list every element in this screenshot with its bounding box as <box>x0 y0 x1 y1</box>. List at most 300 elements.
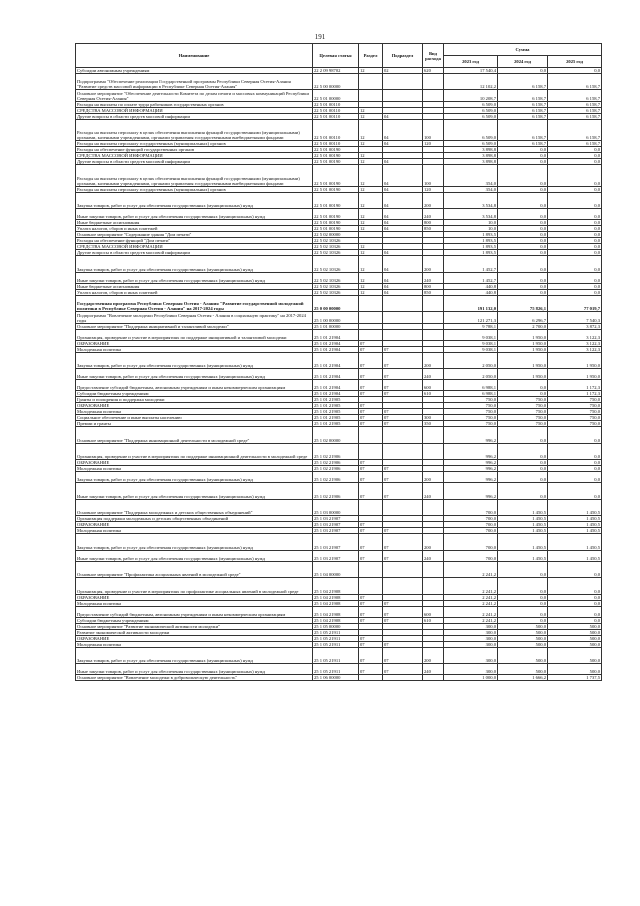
cell-subsection <box>383 295 423 311</box>
cell-2025: 500,0 <box>548 635 602 641</box>
cell-section <box>359 295 383 311</box>
cell-code: 25 1 05 21911 <box>313 629 359 635</box>
cell-section <box>359 578 383 594</box>
cell-vid <box>423 578 444 594</box>
cell-section: 12 <box>359 68 383 74</box>
cell-subsection: 07 <box>383 466 423 472</box>
cell-2024: 750,0 <box>498 409 548 415</box>
cell-code: 25 1 01 21904 <box>313 391 359 397</box>
cell-code: 22 5 02 10326 <box>313 238 359 244</box>
cell-code: 22 5 01 00190 <box>313 159 359 165</box>
cell-vid <box>423 443 444 459</box>
cell-name: Основное мероприятие "Обеспечение деятельности Комитета по делам печати и массовых коммуникаций Республики Северная Осетия-Алания" <box>76 90 313 101</box>
cell-name: Другие вопросы в области средств массовой информации <box>76 250 313 256</box>
cell-subsection <box>383 578 423 594</box>
cell-2023: 9 038,1 <box>444 329 498 340</box>
cell-code: 25 1 05 00000 <box>313 623 359 629</box>
cell-2024: 0,0 <box>498 209 548 220</box>
cell-section: 12 <box>359 272 383 283</box>
cell-2025: 500,0 <box>548 664 602 675</box>
cell-2025: 750,0 <box>548 415 602 421</box>
cell-2025: 1 450,5 <box>548 534 602 550</box>
cell-subsection: 07 <box>383 647 423 663</box>
table-row <box>76 534 602 550</box>
cell-subsection: 07 <box>383 346 423 352</box>
cell-2023: 300,0 <box>444 647 498 663</box>
table-row <box>76 209 602 220</box>
cell-name: Основное мероприятие "Вовлечение молодежи в добровольческую деятельность" <box>76 675 313 681</box>
cell-name: Субсидии автономным учреждениям <box>76 68 313 74</box>
cell-2024: 0,0 <box>498 244 548 250</box>
cell-2024: 0,0 <box>498 226 548 232</box>
cell-section: 07 <box>359 617 383 623</box>
table-row <box>76 578 602 594</box>
cell-name: Иные закупки товаров, работ и услуг для обеспечения государственных (муниципальных) нужд <box>76 550 313 561</box>
cell-section: 07 <box>359 641 383 647</box>
header-section: Раздел <box>359 44 383 68</box>
cell-2024: 1 950,0 <box>498 340 548 346</box>
cell-code: 25 1 01 21905 <box>313 415 359 421</box>
cell-vid <box>423 561 444 577</box>
cell-2025: 6 158,7 <box>548 141 602 147</box>
cell-name: ОБРАЗОВАНИЕ <box>76 635 313 641</box>
cell-code: 22 5 02 10326 <box>313 256 359 272</box>
cell-subsection: 04 <box>383 209 423 220</box>
cell-2025: 0,0 <box>548 617 602 623</box>
cell-section: 12 <box>359 165 383 187</box>
cell-vid: 800 <box>423 283 444 289</box>
cell-2023: 12 102,2 <box>444 74 498 90</box>
cell-2025: 500,0 <box>548 641 602 647</box>
table-row <box>76 312 602 323</box>
cell-2025: 3 122,3 <box>548 329 602 340</box>
cell-2025: 6 158,7 <box>548 113 602 119</box>
cell-2023: 3 534,8 <box>444 192 498 208</box>
cell-vid: 100 <box>423 119 444 141</box>
cell-2025: 1 172,3 <box>548 380 602 391</box>
cell-name: Закупка товаров, работ и услуг для обеспечения государственных (муниципальных) нужд <box>76 352 313 368</box>
cell-2024: 6 296,7 <box>498 312 548 323</box>
cell-code: 25 1 05 21911 <box>313 635 359 641</box>
cell-subsection: 04 <box>383 289 423 295</box>
cell-2024: 0,0 <box>498 472 548 483</box>
cell-section: 07 <box>359 421 383 427</box>
cell-2025: 7 540,3 <box>548 312 602 323</box>
table-row <box>76 369 602 380</box>
cell-section: 12 <box>359 159 383 165</box>
cell-2023: 6 509,0 <box>444 101 498 107</box>
table-row <box>76 499 602 515</box>
table-row <box>76 483 602 499</box>
cell-name: Подпрограмма "Обеспечение реализации Государственной программы Республики Северная Осетия-Алания "Развитие средств массовой информации в Республике Северная Осетия-Алания" <box>76 74 313 90</box>
cell-name: Закупка товаров, работ и услуг для обеспечения государственных (муниципальных) нужд <box>76 534 313 550</box>
cell-2025: 0,0 <box>548 232 602 238</box>
cell-2024: 0,0 <box>498 283 548 289</box>
cell-name: Молодежная политика <box>76 600 313 606</box>
cell-code: 25 1 01 21904 <box>313 329 359 340</box>
cell-code: 22 2 09 98702 <box>313 68 359 74</box>
header-year-2023: 2023 год <box>444 56 498 68</box>
cell-2024: 0,0 <box>498 427 548 443</box>
cell-code: 22 5 02 10326 <box>313 283 359 289</box>
cell-code: 25 1 04 00000 <box>313 561 359 577</box>
cell-vid: 240 <box>423 550 444 561</box>
cell-2025: 0,0 <box>548 226 602 232</box>
budget-table <box>75 43 602 681</box>
cell-name: Основное мероприятие "Поддержка инновационной деятельности в молодежной среде" <box>76 427 313 443</box>
cell-name: Молодежная политика <box>76 466 313 472</box>
cell-2023: 17 540,4 <box>444 68 498 74</box>
cell-2025: 3 122,3 <box>548 340 602 346</box>
cell-2025: 750,0 <box>548 409 602 415</box>
cell-2025: 1 950,0 <box>548 369 602 380</box>
cell-2025: 0,0 <box>548 606 602 617</box>
cell-name: Уплата налогов, сборов и иных платежей <box>76 226 313 232</box>
cell-code: 25 1 05 21911 <box>313 641 359 647</box>
cell-code: 25 1 04 21908 <box>313 617 359 623</box>
cell-vid: 240 <box>423 272 444 283</box>
cell-2025: 500,0 <box>548 623 602 629</box>
cell-subsection: 07 <box>383 369 423 380</box>
cell-code: 25 1 01 21904 <box>313 346 359 352</box>
cell-subsection: 07 <box>383 600 423 606</box>
cell-code: 25 1 01 21905 <box>313 409 359 415</box>
cell-code: 22 5 01 00190 <box>313 192 359 208</box>
cell-name: Расходы на выплаты персоналу в целях обеспечения выполнения функций государственными (муниципальными) органами, казенными учреждениями, органами управления государственными внебюджетными фондами <box>76 119 313 141</box>
table-row <box>76 443 602 459</box>
cell-2023: 750,0 <box>444 409 498 415</box>
cell-code: 25 1 02 00000 <box>313 427 359 443</box>
cell-name: Уплата налогов, сборов и иных платежей <box>76 289 313 295</box>
cell-vid: 850 <box>423 289 444 295</box>
cell-section: 07 <box>359 528 383 534</box>
table-row <box>76 606 602 617</box>
cell-subsection: 04 <box>383 192 423 208</box>
cell-subsection: 07 <box>383 606 423 617</box>
cell-section: 07 <box>359 647 383 663</box>
cell-section <box>359 90 383 101</box>
cell-2025: 6 158,7 <box>548 74 602 90</box>
cell-section: 07 <box>359 403 383 409</box>
cell-name: Организация поддержки молодежных и детских общественных объединений <box>76 516 313 522</box>
cell-code: 25 1 01 21904 <box>313 380 359 391</box>
cell-2025: 1 450,5 <box>548 550 602 561</box>
cell-2023: 354,0 <box>444 165 498 187</box>
cell-section: 12 <box>359 119 383 141</box>
cell-2025: 0,0 <box>548 466 602 472</box>
cell-section: 12 <box>359 250 383 256</box>
cell-name: Закупка товаров, работ и услуг для обеспечения государственных (муниципальных) нужд <box>76 472 313 483</box>
cell-2024: 0,0 <box>498 153 548 159</box>
cell-vid: 600 <box>423 606 444 617</box>
cell-name: Предоставление субсидий бюджетным, автономным учреждениям и иным некоммерческим организациям <box>76 380 313 391</box>
cell-2024: 500,0 <box>498 664 548 675</box>
cell-name: Расходы на выплаты персоналу в целях обеспечения выполнения функций государственными (муниципальными) органами, казенными учреждениями, органами управления государственными внебюджетными фондами <box>76 165 313 187</box>
cell-2023: 700,0 <box>444 534 498 550</box>
cell-name: Закупка товаров, работ и услуг для обеспечения государственных (муниципальных) нужд <box>76 192 313 208</box>
cell-2023: 10,0 <box>444 226 498 232</box>
cell-2025: 0,0 <box>548 472 602 483</box>
cell-section: 07 <box>359 380 383 391</box>
cell-code: 25 1 01 21905 <box>313 397 359 403</box>
cell-section <box>359 499 383 515</box>
cell-name: Предоставление субсидий бюджетным, автономным учреждениям и иным некоммерческим организациям <box>76 606 313 617</box>
table-row <box>76 380 602 391</box>
table-header <box>76 44 602 68</box>
table-row <box>76 119 602 141</box>
cell-name: Подпрограмма "Вовлечение молодежи Республики Северная Осетия - Алания в социальную практику" на 2017-2024 годы <box>76 312 313 323</box>
cell-section: 07 <box>359 594 383 600</box>
cell-section: 07 <box>359 346 383 352</box>
cell-2023: 2 241,2 <box>444 617 498 623</box>
cell-code: 22 5 01 00110 <box>313 107 359 113</box>
cell-2025: 3 122,3 <box>548 346 602 352</box>
cell-section: 12 <box>359 192 383 208</box>
cell-name: Основное мероприятие "Содержание здания "Дом печати" <box>76 232 313 238</box>
cell-name: Расходы на выплаты персоналу государственных (муниципальных) органов <box>76 186 313 192</box>
cell-subsection <box>383 499 423 515</box>
cell-name: Молодежная политика <box>76 409 313 415</box>
cell-code: 25 1 01 00000 <box>313 323 359 329</box>
cell-subsection: 04 <box>383 220 423 226</box>
cell-name: СРЕДСТВА МАССОВОЙ ИНФОРМАЦИИ <box>76 107 313 113</box>
cell-subsection: 04 <box>383 272 423 283</box>
cell-section <box>359 312 383 323</box>
cell-name: Расходы на обеспечение функций "Дом печати" <box>76 238 313 244</box>
cell-2025: 6 158,7 <box>548 107 602 113</box>
cell-2023: 996,2 <box>444 443 498 459</box>
cell-2025: 3 872,3 <box>548 323 602 329</box>
cell-section: 07 <box>359 664 383 675</box>
cell-2023: 300,0 <box>444 641 498 647</box>
cell-2025: 1 450,5 <box>548 499 602 515</box>
cell-section: 12 <box>359 244 383 250</box>
cell-2023: 300,0 <box>444 635 498 641</box>
cell-2024: 0,0 <box>498 578 548 594</box>
cell-code: 25 1 04 21908 <box>313 600 359 606</box>
cell-2024: 0,0 <box>498 483 548 499</box>
cell-2023: 750,0 <box>444 403 498 409</box>
cell-2023: 996,2 <box>444 466 498 472</box>
cell-name: ОБРАЗОВАНИЕ <box>76 403 313 409</box>
cell-code: 22 5 00 00000 <box>313 74 359 90</box>
cell-code: 25 1 01 21905 <box>313 421 359 427</box>
header-year-2025: 2025 год <box>548 56 602 68</box>
cell-name: Организация, проведение и участие в мероприятиях по поддержке инновационной деятельности в молодежной среде <box>76 443 313 459</box>
header-sum: Сумма <box>444 44 602 56</box>
cell-vid <box>423 499 444 515</box>
cell-vid <box>423 675 444 681</box>
cell-2023: 3 898,8 <box>444 147 498 153</box>
cell-section: 12 <box>359 209 383 220</box>
cell-2025: 0,0 <box>548 578 602 594</box>
table-row <box>76 329 602 340</box>
cell-code: 22 5 02 10326 <box>313 272 359 283</box>
cell-vid: 800 <box>423 220 444 226</box>
cell-2023: 1 893,5 <box>444 238 498 244</box>
cell-name: Иные закупки товаров, работ и услуг для обеспечения государственных (муниципальных) нужд <box>76 664 313 675</box>
cell-2024: 0,0 <box>498 147 548 153</box>
cell-section: 12 <box>359 113 383 119</box>
cell-vid: 610 <box>423 391 444 397</box>
cell-name: Молодежная политика <box>76 528 313 534</box>
cell-section: 07 <box>359 600 383 606</box>
cell-2023: 9 038,1 <box>444 340 498 346</box>
cell-2025: 0,0 <box>548 244 602 250</box>
cell-vid: 850 <box>423 226 444 232</box>
cell-subsection: 07 <box>383 483 423 499</box>
cell-name: Иные закупки товаров, работ и услуг для обеспечения государственных (муниципальных) нужд <box>76 272 313 283</box>
cell-vid: 200 <box>423 352 444 368</box>
cell-2024: 0,0 <box>498 192 548 208</box>
table-row <box>76 272 602 283</box>
cell-2023: 2 241,2 <box>444 561 498 577</box>
cell-2024: 500,0 <box>498 641 548 647</box>
cell-name: Субсидии бюджетным учреждениям <box>76 391 313 397</box>
cell-subsection: 04 <box>383 113 423 119</box>
cell-2024: 2 700,0 <box>498 323 548 329</box>
table-row <box>76 90 602 101</box>
cell-vid: 200 <box>423 534 444 550</box>
cell-subsection: 07 <box>383 472 423 483</box>
cell-code: 22 5 01 00190 <box>313 165 359 187</box>
cell-subsection: 07 <box>383 352 423 368</box>
cell-section: 12 <box>359 107 383 113</box>
cell-2025: 1 450,5 <box>548 516 602 522</box>
cell-2025: 750,0 <box>548 403 602 409</box>
cell-section: 07 <box>359 409 383 415</box>
cell-2023: 9 788,1 <box>444 323 498 329</box>
cell-code: 22 5 01 00190 <box>313 220 359 226</box>
cell-2023: 6 509,0 <box>444 107 498 113</box>
cell-name: Развитие экономической активности молодежи <box>76 629 313 635</box>
cell-subsection <box>383 561 423 577</box>
cell-name: ОБРАЗОВАНИЕ <box>76 460 313 466</box>
cell-2024: 1 450,5 <box>498 528 548 534</box>
cell-subsection: 07 <box>383 550 423 561</box>
cell-2024: 750,0 <box>498 415 548 421</box>
cell-2025: 750,0 <box>548 421 602 427</box>
cell-code: 22 5 01 00190 <box>313 226 359 232</box>
cell-subsection <box>383 427 423 443</box>
cell-vid: 100 <box>423 165 444 187</box>
cell-2023: 440,8 <box>444 289 498 295</box>
cell-section: 07 <box>359 466 383 472</box>
cell-2025: 0,0 <box>548 209 602 220</box>
cell-2023: 996,2 <box>444 427 498 443</box>
cell-name: ОБРАЗОВАНИЕ <box>76 594 313 600</box>
cell-2025: 0,0 <box>548 153 602 159</box>
header-vid: Вид расхода <box>423 44 444 68</box>
cell-section <box>359 329 383 340</box>
cell-subsection: 07 <box>383 380 423 391</box>
cell-2024: 1 950,0 <box>498 329 548 340</box>
cell-code: 25 1 01 21904 <box>313 369 359 380</box>
cell-2024: 500,0 <box>498 623 548 629</box>
cell-section: 07 <box>359 550 383 561</box>
cell-2024: 0,0 <box>498 68 548 74</box>
cell-subsection <box>383 329 423 340</box>
cell-vid: 240 <box>423 369 444 380</box>
header-code: Целевая статья <box>313 44 359 68</box>
cell-2024: 1 450,5 <box>498 522 548 528</box>
cell-2024: 0,0 <box>498 256 548 272</box>
cell-code: 22 5 02 10326 <box>313 244 359 250</box>
cell-name: Основное мероприятие "Профилактика асоциальных явлений в молодежной среде" <box>76 561 313 577</box>
cell-section: 07 <box>359 522 383 528</box>
cell-2025: 1 450,5 <box>548 528 602 534</box>
cell-2023: 10,0 <box>444 220 498 226</box>
cell-2024: 0,0 <box>498 466 548 472</box>
cell-name: Другие вопросы в области средств массовой информации <box>76 159 313 165</box>
cell-subsection: 04 <box>383 283 423 289</box>
cell-section <box>359 561 383 577</box>
cell-code: 25 1 05 21911 <box>313 664 359 675</box>
cell-2025: 6 158,7 <box>548 90 602 101</box>
cell-2024: 6 158,7 <box>498 113 548 119</box>
cell-vid <box>423 427 444 443</box>
cell-2025: 0,0 <box>548 283 602 289</box>
cell-2023: 6 509,0 <box>444 141 498 147</box>
cell-vid: 240 <box>423 664 444 675</box>
cell-name: Организация, проведение и участие в мероприятиях по профилактике асоциальных явлений в молодежной среде <box>76 578 313 594</box>
cell-2023: 3 534,8 <box>444 209 498 220</box>
cell-2023: 9 038,1 <box>444 346 498 352</box>
cell-name: Основное мероприятие "Поддержка инициативной и талантливой молодежи" <box>76 323 313 329</box>
cell-2025: 0,0 <box>548 192 602 208</box>
cell-subsection <box>383 90 423 101</box>
cell-code: 25 1 01 21904 <box>313 352 359 368</box>
cell-2025: 0,0 <box>548 256 602 272</box>
cell-2023: 6 988,1 <box>444 391 498 397</box>
cell-vid: 610 <box>423 617 444 623</box>
table-row <box>76 561 602 577</box>
cell-section: 12 <box>359 220 383 226</box>
cell-2023: 750,0 <box>444 421 498 427</box>
cell-2024: 500,0 <box>498 635 548 641</box>
cell-2024: 6 158,7 <box>498 141 548 147</box>
cell-section: 07 <box>359 635 383 641</box>
cell-2024: 6 158,7 <box>498 101 548 107</box>
cell-subsection: 07 <box>383 421 423 427</box>
cell-2024: 0,0 <box>498 220 548 226</box>
cell-section <box>359 675 383 681</box>
cell-2025: 0,0 <box>548 186 602 192</box>
cell-2023: 2 241,2 <box>444 600 498 606</box>
cell-2024: 6 158,7 <box>498 90 548 101</box>
cell-code: 25 1 04 21908 <box>313 606 359 617</box>
cell-2023: 2 241,2 <box>444 606 498 617</box>
cell-subsection: 04 <box>383 141 423 147</box>
cell-code: 25 1 03 00000 <box>313 499 359 515</box>
cell-section: 07 <box>359 340 383 346</box>
table-row <box>76 550 602 561</box>
cell-2024: 0,0 <box>498 165 548 187</box>
header-name: Наименование <box>76 44 313 68</box>
cell-section: 07 <box>359 483 383 499</box>
cell-2024: 1 950,0 <box>498 346 548 352</box>
cell-2025: 6 158,7 <box>548 119 602 141</box>
table-row <box>76 664 602 675</box>
cell-vid <box>423 312 444 323</box>
cell-subsection: 04 <box>383 226 423 232</box>
cell-code: 22 5 02 10326 <box>313 289 359 295</box>
cell-vid: 200 <box>423 472 444 483</box>
cell-subsection: 07 <box>383 641 423 647</box>
cell-name: Иные закупки товаров, работ и услуг для обеспечения государственных (муниципальных) нужд <box>76 209 313 220</box>
cell-code: 22 5 01 00110 <box>313 119 359 141</box>
cell-code: 25 1 03 21907 <box>313 522 359 528</box>
